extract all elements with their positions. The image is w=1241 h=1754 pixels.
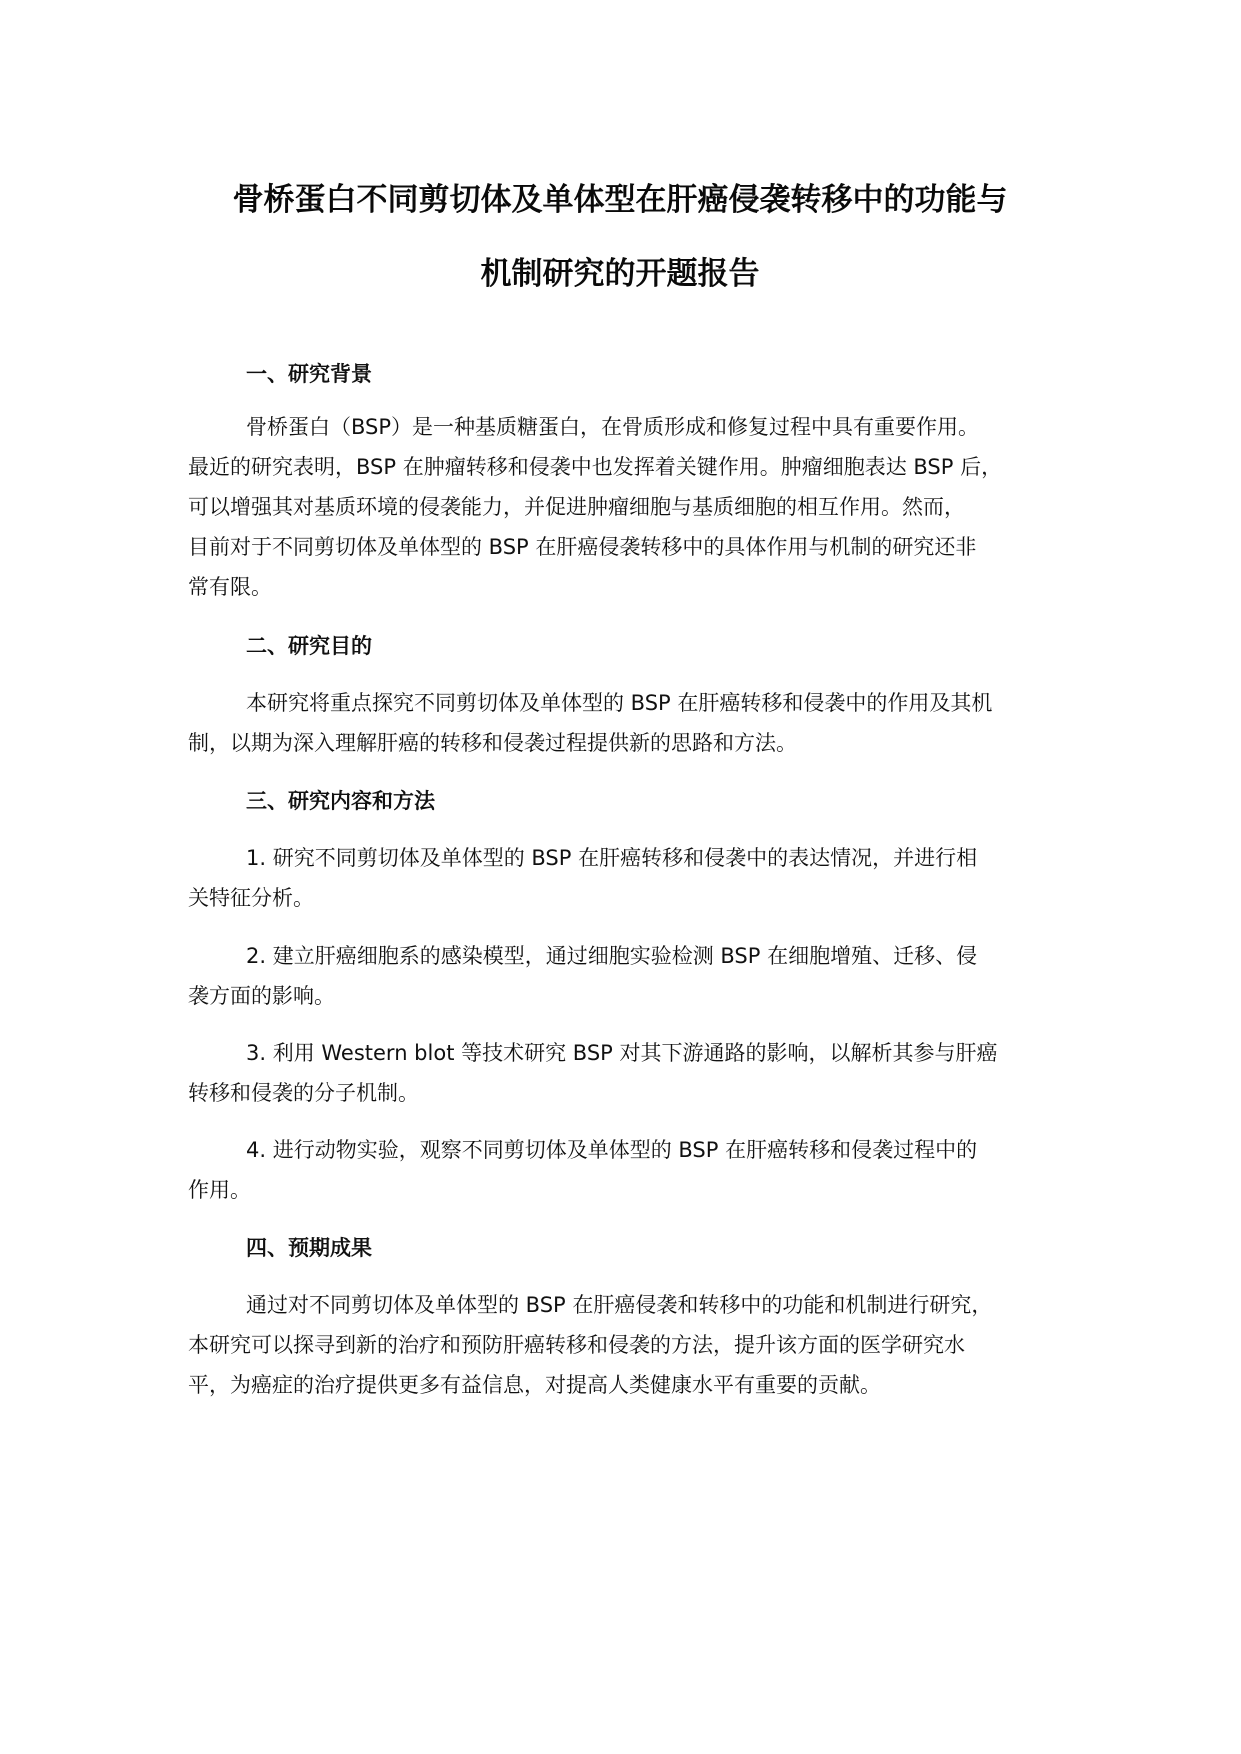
paragraph-objective (188, 688, 1088, 768)
document-title-line-1: 骨桥蛋白不同剪切体及单体型在肝癌侵袭转移中的功能与 (232, 182, 1008, 218)
paragraph-line: 关特征分析。 (188, 886, 314, 910)
paragraph-line: 最近的研究表明，BSP 在肿瘤转移和侵袭中也发挥着关键作用。肿瘤细胞表达 BSP 后， (188, 455, 1003, 479)
section-heading-methods: 三、研究内容和方法 (246, 789, 435, 813)
paragraph-line: 4. 进行动物实验，观察不同剪切体及单体型的 BSP 在肝癌转移和侵袭过程中的 (246, 1138, 978, 1162)
method-item-1 (188, 843, 1088, 923)
paragraph-line: 袭方面的影响。 (188, 984, 335, 1008)
method-item-3 (188, 1038, 1088, 1118)
paragraph-line: 可以增强其对基质环境的侵袭能力，并促进肿瘤细胞与基质细胞的相互作用。然而， (188, 495, 965, 519)
paragraph-expected-results (188, 1290, 1088, 1410)
paragraph-line: 1. 研究不同剪切体及单体型的 BSP 在肝癌转移和侵袭中的表达情况，并进行相 (246, 846, 978, 870)
paragraph-line: 制，以期为深入理解肝癌的转移和侵袭过程提供新的思路和方法。 (188, 731, 797, 755)
paragraph-line: 本研究将重点探究不同剪切体及单体型的 BSP 在肝癌转移和侵袭中的作用及其机 (246, 691, 993, 715)
method-item-4 (188, 1135, 1088, 1215)
section-heading-objective: 二、研究目的 (246, 634, 372, 658)
paragraph-line: 通过对不同剪切体及单体型的 BSP 在肝癌侵袭和转移中的功能和机制进行研究， (246, 1293, 993, 1317)
paragraph-line: 常有限。 (188, 575, 272, 599)
document-title-line-2: 机制研究的开题报告 (480, 256, 760, 292)
paragraph-line: 3. 利用 Western blot 等技术研究 BSP 对其下游通路的影响，以解析其参与肝癌 (246, 1041, 998, 1065)
paragraph-line: 作用。 (188, 1178, 251, 1202)
paragraph-background (188, 412, 1088, 612)
paragraph-line: 本研究可以探寻到新的治疗和预防肝癌转移和侵袭的方法，提升该方面的医学研究水 (188, 1333, 965, 1357)
section-heading-expected-results: 四、预期成果 (246, 1236, 372, 1260)
paragraph-line: 转移和侵袭的分子机制。 (188, 1081, 419, 1105)
paragraph-line: 目前对于不同剪切体及单体型的 BSP 在肝癌侵袭转移中的具体作用与机制的研究还非 (188, 535, 977, 559)
section-heading-background: 一、研究背景 (246, 362, 372, 386)
paragraph-line: 平，为癌症的治疗提供更多有益信息，对提高人类健康水平有重要的贡献。 (188, 1373, 881, 1397)
method-item-2 (188, 941, 1088, 1021)
paragraph-line: 2. 建立肝癌细胞系的感染模型，通过细胞实验检测 BSP 在细胞增殖、迁移、侵 (246, 944, 978, 968)
paragraph-line: 骨桥蛋白（BSP）是一种基质糖蛋白，在骨质形成和修复过程中具有重要作用。 (246, 415, 980, 439)
